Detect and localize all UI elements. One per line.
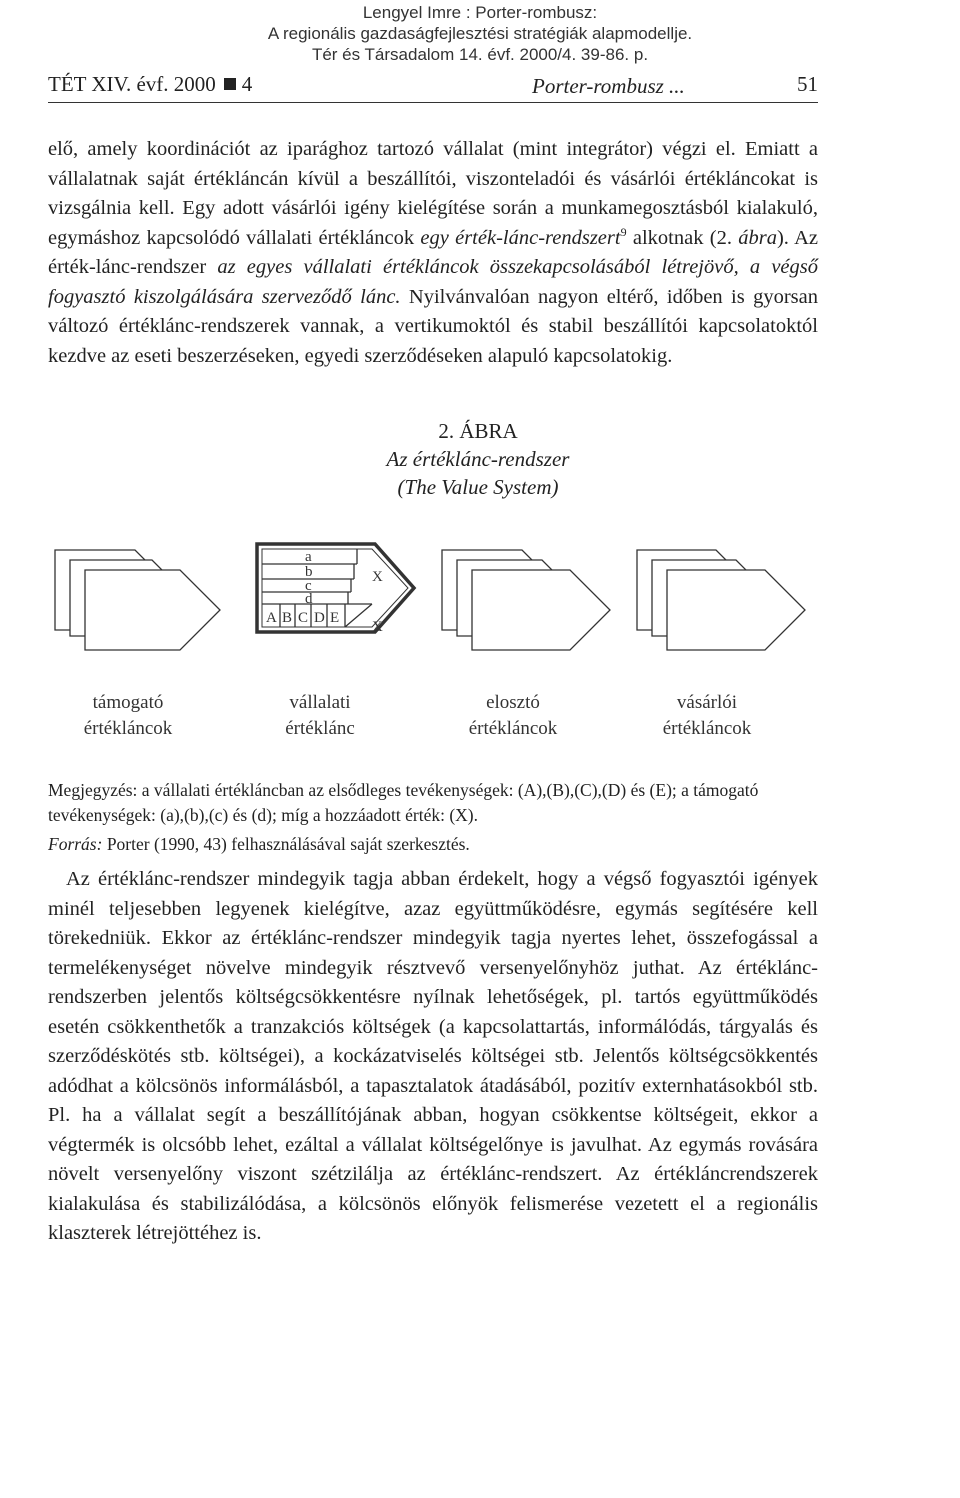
caption-buyer-chains: vásárlói értékláncok [662,692,752,739]
primary-cell-label: B [282,610,293,626]
primary-cell-label: A [266,610,277,626]
body-paragraph-2: Az értéklánc-rendszer mindegyik tagja abban érdekelt, hogy a végső fogyasztói igények minél teljesebben legyenek kielégítve, azaz együttműködésre, egymás segítésére kell törekedniük. Ekkor az értéklánc-rendszer mindegyik tagja nyertes lehet, összefogással a termelékenységet növelve mindegyik résztvevő versenyelőnyhöz juthat. Az értéklánc-rendszerben jelentős költségcsökkentésre nyílnak lehetőségek, pl. tartós együttműködés esetén csökkenthetők a tranzakciós költségek (a kapcsolattartás, informálódás, tárgyalás és szerződéskötés stb. költségei), a kockázatviselés költségei stb. Jelentős költségcsökkentés adódhat a kölcsönös informálásból, a tapasztalatok átadásából, pozitív externhatásokból stb. Pl. ha a vállalat segít a beszállítójának abban, hogyan csökkentse költségeit, ekkor a végtermék is olcsóbb lehet, ezáltal a vállalat költségelőnye is javulhat. Az egymás rovására növelt versenyelőny viszont szétzilálja az értéklánc-rendszert. Az értékláncrendszerek kialakulása és stabilizálódása, a kölcsönös előnyök felismerése vezetett el a regionális klaszterek létrejöttéhez is. [48,868,818,1244]
definition-italic: az egyes vállalati értékláncok összekapcsolásából létrejövő, a végső fogyasztó kiszolgálására szerveződő lánc. [48,256,818,308]
margin-label: X [372,569,383,585]
support-row-label: a [305,549,312,565]
page-number: 51 [797,72,818,96]
journal-label: TÉT XIV. évf. 2000 4 [48,72,253,96]
figure-number: 2. ÁBRA [438,419,518,443]
support-row-label: b [305,564,313,580]
primary-cell-label: C [298,610,309,626]
support-row-label: d [305,591,313,607]
citation-banner [250,2,710,65]
distribution-chains-shape [442,550,610,650]
supporting-chains-shape [55,550,220,650]
primary-cell-label: E [330,610,340,626]
square-bullet-icon [224,78,236,90]
caption-supporting-chains: támogató értékláncok [83,692,173,739]
figure-note: Megjegyzés: a vállalati értékláncban az elsődleges tevékenységek: (A),(B),(C),(D) és (E); a támogató tevékenységek: (a),(b),(c) és (d); míg a hozzáadott érték: (X). [48,780,759,825]
section-title: Porter-rombusz ... [532,74,685,98]
term-italic: egy érték-lánc-rendszert [420,226,621,249]
caption-distribution-chains: elosztó értékláncok [468,692,558,739]
support-row-label: c [305,578,312,594]
figure-subtitle: (The Value System) [397,475,559,499]
caption-firm-chain: vállalati értéklánc [285,692,355,739]
buyer-chains-shape [637,550,805,650]
citation-subtitle: A regionális gazdaságfejlesztési stratégiák alapmodellje. [267,24,693,43]
margin-label: X [372,619,383,635]
primary-cell-label: D [314,610,325,626]
citation-author-title: Lengyel Imre : Porter-rombusz: [362,3,598,22]
footnote-ref: 9 [620,224,627,239]
running-head [48,72,818,103]
figure-source: Forrás: Porter (1990, 43) felhasználásával saját szerkesztés. [48,834,470,854]
figure-title: Az értéklánc-rendszer [386,447,570,471]
value-system-diagram [30,530,850,670]
body-paragraph-1: elő, amely koordinációt az iparághoz tartozó vállalat (mint integrátor) végzi el. Emiatt a vállalatnak saját értékláncán kívül a beszállítói, viszonteladói és vásárlói értékláncokat is vizsgálnia kell. Egy adott vásárlói igény kielégítése során a munkamegosztásból kialakuló, egymáshoz kapcsolódó vállalati értékláncok egy érték-lánc-rendszert$^9$ alkotnak (2. ábra). Az érték-lánc-rendszer az egyes vállalati értékláncok összekapcsolásából létrejövő, a végső fogyasztó kiszolgálására szerveződő lánc. Nyilvánvalóan nagyon eltérő, időben is gyorsan változó értéklánc-rendszerek vannak, a vertikumoktól és stabil beszállítói kapcsolatoktól kezdve az eseti beszerzéseken, egyedi szerződéseken alapuló kapcsolatokig. [48,138,818,367]
citation-source: Tér és Társadalom 14. évf. 2000/4. 39-86. p. [311,45,649,64]
